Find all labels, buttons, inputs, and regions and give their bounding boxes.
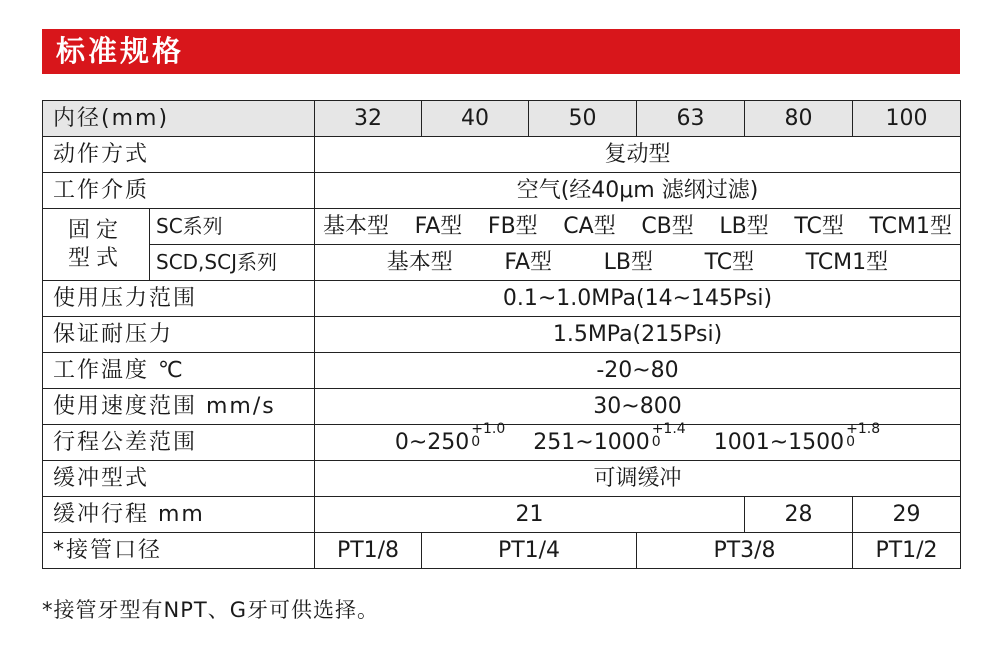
sc-type: TC型 [794, 214, 844, 239]
tolerance-upper: +1.8 [846, 421, 881, 437]
tolerance-lower: 0 [846, 434, 856, 450]
table-row-fluid [43, 173, 961, 209]
sc-type: TCM1型 [869, 214, 952, 239]
table-row-action [43, 137, 961, 173]
tolerance-label: 行程公差范围 [43, 425, 315, 461]
port-value: PT1/4 [422, 533, 637, 569]
mount-label-line1: 固定 [67, 217, 124, 243]
tolerance-lower: 0 [471, 434, 481, 450]
scd-type: 基本型 [386, 250, 453, 275]
spec-table [42, 100, 961, 569]
tolerance-range: 251~1000 [533, 430, 650, 455]
table-row-speed [43, 389, 961, 425]
action-label: 动作方式 [43, 137, 315, 173]
table-row-tolerance [43, 425, 961, 461]
scd-type: TC型 [704, 250, 755, 275]
action-value: 复动型 [315, 137, 961, 173]
temp-label: 工作温度 ℃ [43, 353, 315, 389]
mount-label-line2: 型式 [67, 245, 124, 271]
table-row-cushion [43, 461, 961, 497]
bore-label: 内径(mm) [43, 101, 315, 137]
mount-label [43, 209, 150, 281]
bore-50: 50 [529, 101, 637, 137]
proof-value: 1.5MPa(215Psi) [315, 317, 961, 353]
fluid-value: 空气(经40μm 滤纲过滤) [315, 173, 961, 209]
cushion-value: 可调缓冲 [315, 461, 961, 497]
port-value: PT1/2 [853, 533, 961, 569]
table-row-port [43, 533, 961, 569]
cushion-stroke-label: 缓冲行程 mm [43, 497, 315, 533]
port-value: PT3/8 [637, 533, 853, 569]
sc-type: 基本型 [323, 214, 390, 239]
footnote: *接管牙型有NPT、G牙可供选择。 [42, 598, 379, 622]
bore-100: 100 [853, 101, 961, 137]
scd-type: LB型 [603, 250, 653, 275]
tolerance-limits [846, 423, 880, 449]
port-label: *接管口径 [43, 533, 315, 569]
bore-63: 63 [637, 101, 745, 137]
section-title: 标准规格 [56, 34, 185, 68]
fluid-label: 工作介质 [43, 173, 315, 209]
proof-label: 保证耐压力 [43, 317, 315, 353]
tolerance-values [315, 421, 961, 461]
sc-type: LB型 [719, 214, 769, 239]
port-value: PT1/8 [315, 533, 422, 569]
table-row-bore [43, 101, 961, 137]
tolerance-upper: +1.0 [471, 421, 506, 437]
tolerance-item [394, 421, 506, 460]
tolerance-item [533, 421, 686, 460]
section-title-bar [42, 29, 960, 74]
tolerance-limits [652, 423, 686, 449]
tolerance-item [713, 421, 881, 460]
bore-32: 32 [315, 101, 422, 137]
pressure-label: 使用压力范围 [43, 281, 315, 317]
temp-value: -20~80 [315, 353, 961, 389]
bore-40: 40 [422, 101, 529, 137]
tolerance-range: 1001~1500 [713, 430, 845, 455]
table-row-cushion-stroke [43, 497, 961, 533]
cushion-label: 缓冲型式 [43, 461, 315, 497]
sc-types [315, 209, 961, 245]
bore-80: 80 [745, 101, 853, 137]
tolerance-lower: 0 [651, 434, 661, 450]
sc-type: CB型 [641, 214, 694, 239]
cushion-stroke-value: 28 [745, 497, 853, 533]
sc-type: CA型 [563, 214, 616, 239]
scd-type: FA型 [504, 250, 553, 275]
cushion-stroke-value: 21 [315, 497, 745, 533]
scd-series-label: SCD,SCJ系列 [150, 245, 315, 281]
speed-label: 使用速度范围 mm/s [43, 389, 315, 425]
speed-value: 30~800 [315, 389, 961, 425]
table-row-pressure [43, 281, 961, 317]
tolerance-range: 0~250 [394, 430, 470, 455]
sc-type: FA型 [414, 214, 463, 239]
tolerance-limits [471, 423, 505, 449]
sc-series-label: SC系列 [150, 209, 315, 245]
table-row-mount-scd [43, 245, 961, 281]
table-row-temp [43, 353, 961, 389]
scd-type: TCM1型 [805, 250, 889, 275]
tolerance-upper: +1.4 [651, 421, 686, 437]
sc-type: FB型 [487, 214, 538, 239]
table-row-proof [43, 317, 961, 353]
scd-types [315, 245, 961, 281]
table-row-mount-sc [43, 209, 961, 245]
cushion-stroke-value: 29 [853, 497, 961, 533]
pressure-value: 0.1~1.0MPa(14~145Psi) [315, 281, 961, 317]
